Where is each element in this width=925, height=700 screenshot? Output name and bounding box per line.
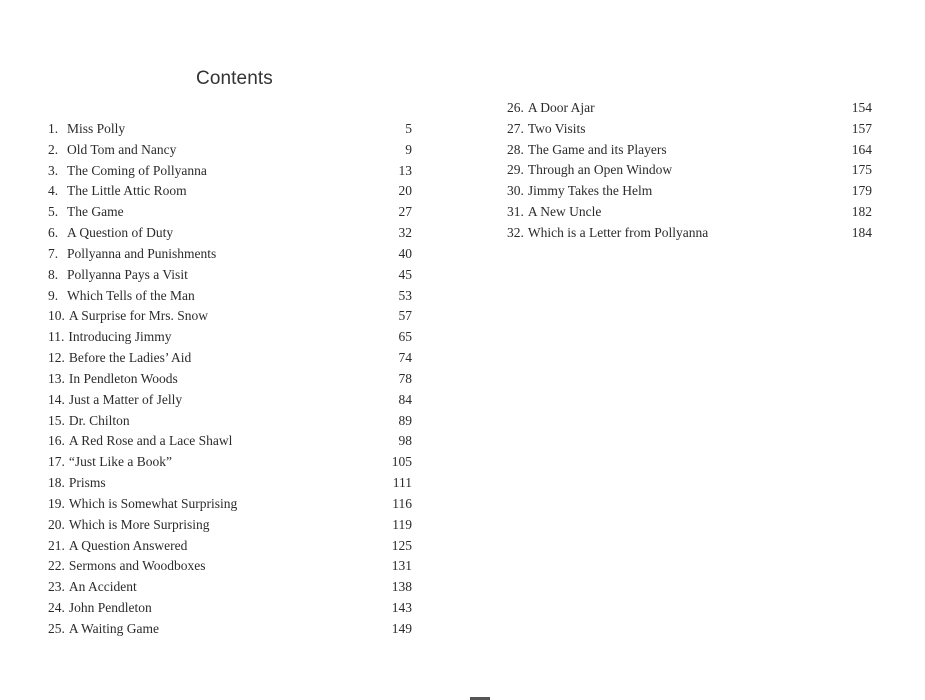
toc-entry[interactable] <box>48 577 412 598</box>
page-number: 53 <box>398 287 412 303</box>
toc-entry[interactable] <box>48 306 412 327</box>
page-number: 45 <box>398 266 412 282</box>
chapter-number: 5. <box>48 204 59 220</box>
chapter-title: Pollyanna and Punishments <box>67 245 217 261</box>
toc-entry[interactable] <box>507 119 872 140</box>
toc-entry[interactable] <box>507 223 872 244</box>
chapter-title: The Game <box>67 204 124 220</box>
page-number: 179 <box>851 183 872 199</box>
toc-entry[interactable] <box>48 348 412 369</box>
chapter-title: Sermons and Woodboxes <box>68 558 206 574</box>
toc-entry[interactable] <box>48 223 412 244</box>
page-number: 9 <box>405 141 412 157</box>
toc-entry[interactable] <box>48 265 412 286</box>
chapter-title: Which Tells of the Man <box>67 287 195 303</box>
chapter-title: Jimmy Takes the Helm <box>527 183 653 199</box>
chapter-number: 32. <box>507 224 524 240</box>
toc-entry[interactable] <box>48 431 412 452</box>
chapter-number: 20. <box>48 516 65 532</box>
toc-entry[interactable] <box>48 473 412 494</box>
chapter-title: Before the Ladies’ Aid <box>68 350 192 366</box>
chapter-number: 31. <box>507 204 524 220</box>
chapter-number: 17. <box>48 454 65 470</box>
chapter-title: A New Uncle <box>527 204 602 220</box>
toc-entry[interactable] <box>48 390 412 411</box>
page-number: 157 <box>851 120 872 136</box>
chapter-title: In Pendleton Woods <box>68 370 178 386</box>
chapter-number: 29. <box>507 162 524 178</box>
chapter-number: 28. <box>507 141 524 157</box>
toc-entry[interactable] <box>48 536 412 557</box>
chapter-number: 7. <box>48 245 59 261</box>
chapter-number: 6. <box>48 225 59 241</box>
chapter-title: Old Tom and Nancy <box>67 141 177 157</box>
toc-entry[interactable] <box>507 160 872 181</box>
chapter-number: 13. <box>48 370 65 386</box>
page-number: 65 <box>398 329 412 345</box>
page-number: 138 <box>391 579 412 595</box>
page-number: 182 <box>851 204 872 220</box>
page-number: 13 <box>398 162 412 178</box>
chapter-title: A Surprise for Mrs. Snow <box>68 308 209 324</box>
page-number: 164 <box>851 141 872 157</box>
chapter-title: Introducing Jimmy <box>68 329 172 345</box>
chapter-title: Which is Somewhat Surprising <box>68 495 238 511</box>
toc-entry[interactable] <box>48 286 412 307</box>
toc-entry[interactable] <box>48 119 412 140</box>
toc-entry[interactable] <box>48 244 412 265</box>
chapter-number: 26. <box>507 100 524 115</box>
toc-entry[interactable] <box>48 598 412 619</box>
toc-entry[interactable] <box>48 327 412 348</box>
chapter-number: 25. <box>48 620 65 636</box>
chapter-title: The Little Attic Room <box>67 183 187 199</box>
page-number: 119 <box>392 516 412 532</box>
page-number: 27 <box>398 204 412 220</box>
chapter-number: 4. <box>48 183 59 199</box>
toc-entry[interactable] <box>48 181 412 202</box>
chapter-title: A Red Rose and a Lace Shawl <box>68 433 233 449</box>
chapter-number: 22. <box>48 558 65 574</box>
chapter-number: 15. <box>48 412 65 428</box>
toc-entry[interactable] <box>48 452 412 473</box>
toc-entry[interactable] <box>507 140 872 161</box>
toc-left-column <box>48 119 412 640</box>
chapter-number: 14. <box>48 391 65 407</box>
page-number: 20 <box>398 183 412 199</box>
chapter-title: Through an Open Window <box>527 162 673 178</box>
chapter-title: A Question Answered <box>68 537 188 553</box>
chapter-number: 11. <box>48 329 65 345</box>
page-number: 74 <box>398 350 412 366</box>
page-title: Contents <box>196 68 273 89</box>
chapter-title: The Game and its Players <box>527 141 667 157</box>
chapter-number: 9. <box>48 287 59 303</box>
chapter-title: “Just Like a Book” <box>68 454 172 470</box>
page-number: 116 <box>392 495 412 511</box>
chapter-title: An Accident <box>68 579 137 595</box>
page-number: 78 <box>398 370 412 386</box>
page-number: 149 <box>391 620 412 636</box>
chapter-number: 24. <box>48 600 65 616</box>
chapter-title: Prisms <box>68 475 106 491</box>
page-number: 143 <box>391 600 412 616</box>
chapter-title: Two Visits <box>527 120 586 136</box>
page-number: 111 <box>392 475 412 491</box>
chapter-title: Miss Polly <box>67 121 126 136</box>
chapter-number: 27. <box>507 120 524 136</box>
page-number: 89 <box>398 412 412 428</box>
page-number: 175 <box>851 162 872 178</box>
page-number: 184 <box>851 224 872 240</box>
chapter-title: Which is a Letter from Pollyanna <box>527 224 709 240</box>
chapter-title: A Question of Duty <box>67 225 174 241</box>
toc-entry[interactable] <box>48 494 412 515</box>
page-number: 32 <box>398 225 412 241</box>
chapter-number: 16. <box>48 433 65 449</box>
toc-entry[interactable] <box>507 98 872 119</box>
chapter-title: Which is More Surprising <box>68 516 210 532</box>
chapter-number: 8. <box>48 266 59 282</box>
page-number: 84 <box>398 391 412 407</box>
page-number: 40 <box>398 245 412 261</box>
chapter-number: 3. <box>48 162 59 178</box>
toc-entry[interactable] <box>48 202 412 223</box>
toc-entry[interactable] <box>48 411 412 432</box>
chapter-number: 19. <box>48 495 65 511</box>
page-number: 154 <box>851 100 872 115</box>
page-number: 57 <box>398 308 412 324</box>
chapter-title: John Pendleton <box>68 600 152 616</box>
toc-entry[interactable] <box>48 556 412 577</box>
toc-entry[interactable] <box>48 515 412 536</box>
chapter-number: 1. <box>48 121 59 136</box>
chapter-number: 23. <box>48 579 65 595</box>
page-number: 5 <box>405 121 412 136</box>
chapter-number: 21. <box>48 537 65 553</box>
chapter-title: The Coming of Pollyanna <box>67 162 207 178</box>
toc-entry[interactable] <box>48 140 412 161</box>
page-number: 131 <box>391 558 412 574</box>
toc-entry[interactable] <box>48 161 412 182</box>
chapter-title: Just a Matter of Jelly <box>68 391 183 407</box>
page-number: 105 <box>391 454 412 470</box>
toc-entry[interactable] <box>48 369 412 390</box>
toc-right-column <box>507 98 872 244</box>
chapter-title: Dr. Chilton <box>68 412 130 428</box>
chapter-title: Pollyanna Pays a Visit <box>67 266 188 282</box>
page-number: 125 <box>391 537 412 553</box>
toc-entry[interactable] <box>48 619 412 640</box>
chapter-title: A Waiting Game <box>68 620 160 636</box>
chapter-number: 10. <box>48 308 65 324</box>
chapter-number: 12. <box>48 350 65 366</box>
page-number: 98 <box>398 433 412 449</box>
chapter-number: 2. <box>48 141 59 157</box>
chapter-title: A Door Ajar <box>527 100 595 115</box>
toc-entry[interactable] <box>507 181 872 202</box>
toc-entry[interactable] <box>507 202 872 223</box>
chapter-number: 30. <box>507 183 524 199</box>
chapter-number: 18. <box>48 475 65 491</box>
